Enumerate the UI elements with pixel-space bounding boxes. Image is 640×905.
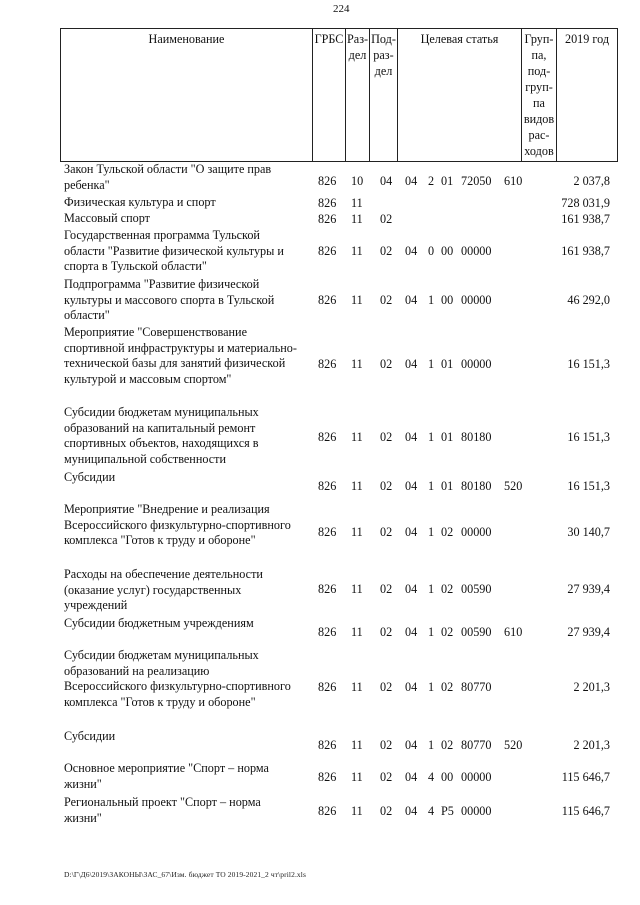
cell-t2: 0 xyxy=(428,244,435,258)
row-values xyxy=(0,524,640,540)
header-grbs: ГРБС xyxy=(313,29,346,162)
cell-sum: 46 292,0 xyxy=(567,293,610,307)
cell-t1: 04 xyxy=(405,525,418,539)
row-name: Субсидии бюджетным учреждениям xyxy=(64,616,254,630)
cell-t2: 1 xyxy=(428,582,435,596)
row-name: Закон Тульской области "О защите прав ребенка" xyxy=(64,162,272,192)
cell-grbs: 826 xyxy=(318,738,337,752)
cell-t3: 02 xyxy=(441,525,454,539)
cell-t3: P5 xyxy=(441,804,454,818)
cell-t3: 00 xyxy=(441,244,454,258)
row-values xyxy=(0,429,640,445)
cell-sum: 115 646,7 xyxy=(561,770,610,784)
row-name: Субсидии бюджетам муниципальных образований на реализацию Всероссийского физкультурно-спортивного комплекса "Готов к труду и обороне" xyxy=(64,648,291,709)
cell-sum: 115 646,7 xyxy=(561,804,610,818)
cell-t4: 00000 xyxy=(461,244,492,258)
cell-razdel: 11 xyxy=(351,430,363,444)
cell-t1: 04 xyxy=(405,430,418,444)
cell-sum: 2 037,8 xyxy=(573,174,610,188)
cell-sum: 2 201,3 xyxy=(573,680,610,694)
cell-t2: 2 xyxy=(428,174,435,188)
cell-sum: 161 938,7 xyxy=(561,212,610,226)
cell-grbs: 826 xyxy=(318,357,337,371)
row-values xyxy=(0,211,640,227)
row-values xyxy=(0,292,640,308)
cell-t4: 00590 xyxy=(461,582,492,596)
cell-t2: 1 xyxy=(428,293,435,307)
row-values xyxy=(0,679,640,695)
cell-t3: 01 xyxy=(441,479,454,493)
cell-t4: 00000 xyxy=(461,357,492,371)
cell-podr: 02 xyxy=(380,804,393,818)
cell-t4: 80180 xyxy=(461,479,492,493)
row-name: Мероприятие "Совершенствование спортивной инфраструктуры и материально- технической базы для занятий физической культурой и массовым спортом" xyxy=(64,325,297,386)
cell-podr: 02 xyxy=(380,430,393,444)
cell-t1: 04 xyxy=(405,244,418,258)
cell-sum: 27 939,4 xyxy=(567,582,610,596)
cell-razdel: 11 xyxy=(351,244,363,258)
row-values xyxy=(0,737,640,753)
header-podrazdel: Под- раз- дел xyxy=(370,29,398,162)
row-name: Субсидии xyxy=(64,470,116,484)
cell-grbs: 826 xyxy=(318,293,337,307)
cell-t2: 1 xyxy=(428,680,435,694)
cell-t4: 00000 xyxy=(461,525,492,539)
cell-grbs: 826 xyxy=(318,770,337,784)
cell-vr: 520 xyxy=(504,738,523,752)
cell-podr: 02 xyxy=(380,625,393,639)
cell-t3: 02 xyxy=(441,625,454,639)
row-values xyxy=(0,173,640,189)
cell-t1: 04 xyxy=(405,293,418,307)
cell-t2: 4 xyxy=(428,770,435,784)
row-values xyxy=(0,581,640,597)
cell-podr: 02 xyxy=(380,479,393,493)
cell-sum: 16 151,3 xyxy=(567,357,610,371)
row-values xyxy=(0,803,640,819)
header-year: 2019 год xyxy=(557,29,618,162)
row-name: Государственная программа Тульской области "Развитие физической культуры и спорта в Тульской области" xyxy=(64,228,284,274)
cell-sum: 27 939,4 xyxy=(567,625,610,639)
cell-razdel: 11 xyxy=(351,525,363,539)
cell-t1: 04 xyxy=(405,625,418,639)
cell-vr: 610 xyxy=(504,625,523,639)
cell-t1: 04 xyxy=(405,770,418,784)
cell-podr: 02 xyxy=(380,680,393,694)
cell-vr: 610 xyxy=(504,174,523,188)
cell-razdel: 11 xyxy=(351,625,363,639)
row-name: Мероприятие "Внедрение и реализация Всероссийского физкультурно-спортивного комплекса "Готов к труду и обороне" xyxy=(64,502,291,548)
header-expense-type: Груп- па, под- груп- па видов рас- ходов xyxy=(522,29,557,162)
cell-sum: 2 201,3 xyxy=(573,738,610,752)
row-values xyxy=(0,356,640,372)
cell-grbs: 826 xyxy=(318,804,337,818)
cell-t4: 00000 xyxy=(461,293,492,307)
cell-grbs: 826 xyxy=(318,680,337,694)
cell-grbs: 826 xyxy=(318,479,337,493)
row-values xyxy=(0,624,640,640)
row-values xyxy=(0,243,640,259)
cell-razdel: 11 xyxy=(351,479,363,493)
cell-vr: 520 xyxy=(504,479,523,493)
cell-grbs: 826 xyxy=(318,196,337,210)
cell-t1: 04 xyxy=(405,174,418,188)
cell-t1: 04 xyxy=(405,357,418,371)
cell-razdel: 11 xyxy=(351,212,363,226)
row-name: Региональный проект "Спорт – норма жизни" xyxy=(64,795,261,825)
cell-t3: 02 xyxy=(441,738,454,752)
cell-t4: 00000 xyxy=(461,804,492,818)
cell-razdel: 11 xyxy=(351,357,363,371)
cell-grbs: 826 xyxy=(318,525,337,539)
cell-sum: 728 031,9 xyxy=(561,196,610,210)
cell-razdel: 11 xyxy=(351,770,363,784)
cell-razdel: 11 xyxy=(351,680,363,694)
cell-sum: 16 151,3 xyxy=(567,479,610,493)
row-name: Основное мероприятие "Спорт – норма жизни" xyxy=(64,761,269,791)
cell-t3: 01 xyxy=(441,174,454,188)
cell-grbs: 826 xyxy=(318,582,337,596)
cell-grbs: 826 xyxy=(318,625,337,639)
file-path-footer: D:\Г\Д6\2019\ЗАКОНЫ\ЗАС_67\Изм. бюджет ТО 2019-2021_2 чт\pril2.xls xyxy=(64,870,306,879)
cell-t2: 1 xyxy=(428,525,435,539)
row-name: Массовый спорт xyxy=(64,211,150,225)
cell-razdel: 11 xyxy=(351,804,363,818)
cell-razdel: 11 xyxy=(351,293,363,307)
cell-razdel: 11 xyxy=(351,196,363,210)
cell-t1: 04 xyxy=(405,804,418,818)
row-name: Субсидии бюджетам муниципальных образований на капитальный ремонт спортивных объектов, находящихся в муниципальной собственности xyxy=(64,405,259,466)
cell-t3: 02 xyxy=(441,680,454,694)
cell-t1: 04 xyxy=(405,680,418,694)
cell-razdel: 11 xyxy=(351,738,363,752)
row-values xyxy=(0,478,640,494)
cell-sum: 161 938,7 xyxy=(561,244,610,258)
cell-podr: 02 xyxy=(380,357,393,371)
cell-t3: 02 xyxy=(441,582,454,596)
cell-t4: 80770 xyxy=(461,680,492,694)
cell-t4: 00590 xyxy=(461,625,492,639)
row-name: Расходы на обеспечение деятельности (оказание услуг) государственных учреждений xyxy=(64,567,263,613)
cell-grbs: 826 xyxy=(318,174,337,188)
cell-t2: 1 xyxy=(428,357,435,371)
cell-podr: 02 xyxy=(380,244,393,258)
header-razdel: Раз- дел xyxy=(346,29,370,162)
cell-t1: 04 xyxy=(405,738,418,752)
cell-sum: 16 151,3 xyxy=(567,430,610,444)
cell-t2: 1 xyxy=(428,479,435,493)
cell-t1: 04 xyxy=(405,582,418,596)
cell-t2: 1 xyxy=(428,430,435,444)
cell-podr: 04 xyxy=(380,174,393,188)
cell-t4: 80180 xyxy=(461,430,492,444)
cell-t2: 4 xyxy=(428,804,435,818)
cell-grbs: 826 xyxy=(318,212,337,226)
page-number: 224 xyxy=(333,3,350,15)
cell-t4: 00000 xyxy=(461,770,492,784)
cell-t2: 1 xyxy=(428,625,435,639)
cell-razdel: 11 xyxy=(351,582,363,596)
row-values xyxy=(0,195,640,211)
cell-t4: 72050 xyxy=(461,174,492,188)
header-target: Целевая статья xyxy=(398,29,522,162)
cell-sum: 30 140,7 xyxy=(567,525,610,539)
cell-podr: 02 xyxy=(380,582,393,596)
cell-t3: 01 xyxy=(441,357,454,371)
row-values xyxy=(0,769,640,785)
cell-t3: 00 xyxy=(441,770,454,784)
cell-podr: 02 xyxy=(380,525,393,539)
cell-podr: 02 xyxy=(380,293,393,307)
cell-grbs: 826 xyxy=(318,430,337,444)
cell-t4: 80770 xyxy=(461,738,492,752)
cell-t3: 00 xyxy=(441,293,454,307)
cell-grbs: 826 xyxy=(318,244,337,258)
header-name: Наименование xyxy=(61,29,313,162)
row-name: Физическая культура и спорт xyxy=(64,195,216,209)
row-name: Субсидии xyxy=(64,729,116,743)
cell-podr: 02 xyxy=(380,770,393,784)
cell-t1: 04 xyxy=(405,479,418,493)
row-name: Подпрограмма "Развитие физической культуры и массового спорта в Тульской области" xyxy=(64,277,275,323)
cell-razdel: 10 xyxy=(351,174,364,188)
cell-t3: 01 xyxy=(441,430,454,444)
cell-podr: 02 xyxy=(380,212,393,226)
cell-t2: 1 xyxy=(428,738,435,752)
cell-podr: 02 xyxy=(380,738,393,752)
